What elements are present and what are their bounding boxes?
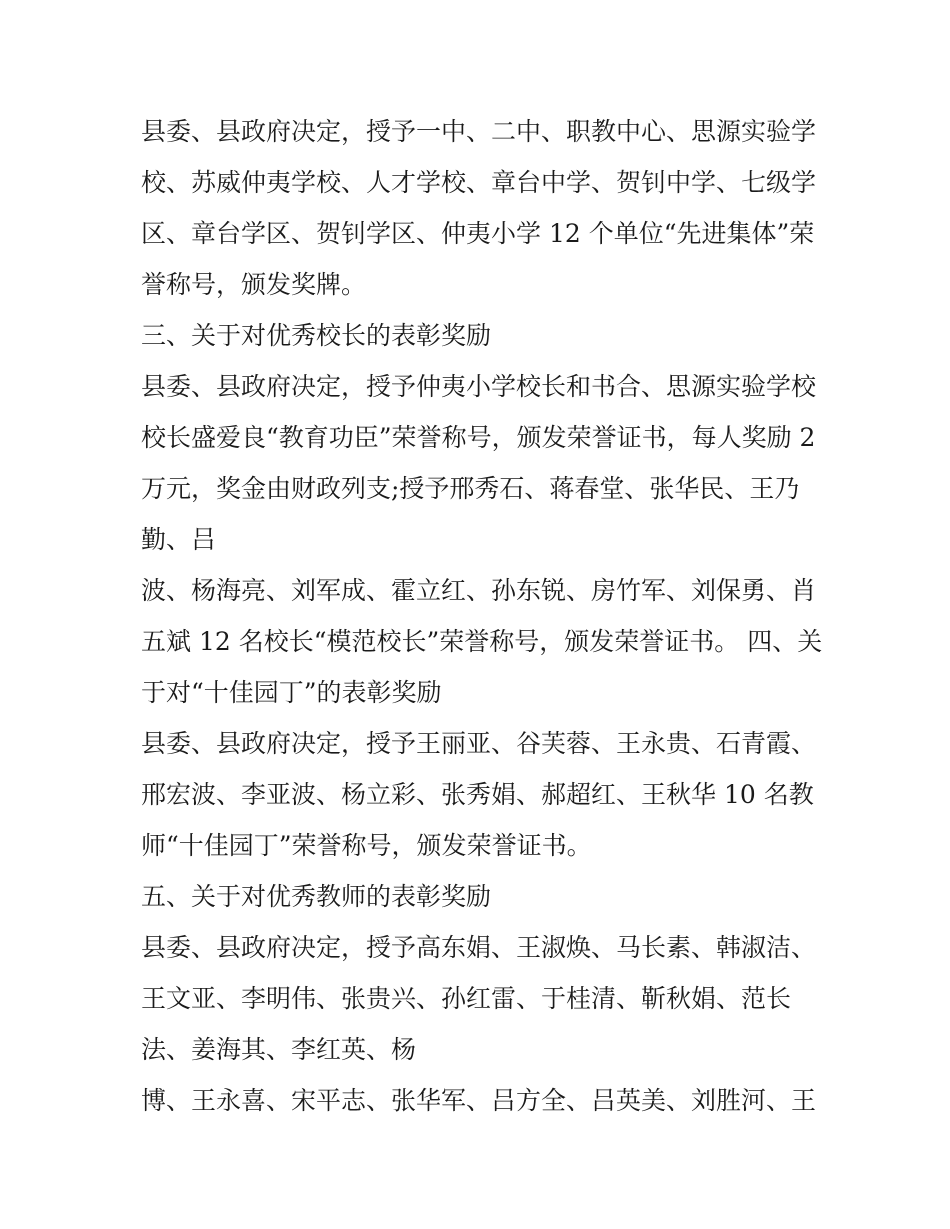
text-line: 五斌 12 名校长“模范校长”荣誉称号，颁发荣誉证书。 四、关 [141,627,823,656]
text-line: 波、杨海亮、刘军成、霍立红、孙东锐、房竹军、刘保勇、肖 [141,576,817,605]
text-line: 县委、县政府决定，授予高东娟、王淑焕、马长素、韩淑洁、 [141,933,817,962]
text-line: 王文亚、李明伟、张贵兴、孙红雷、于桂清、靳秋娟、范长 [141,984,792,1013]
document-body [141,106,821,1126]
text-line: 誉称号，颁发奖牌。 [141,270,367,299]
text-line: 县委、县政府决定，授予仲夷小学校长和书合、思源实验学校 [141,372,817,401]
section-heading: 五、关于对优秀教师的表彰奖励 [141,882,492,911]
text-line: 区、章台学区、贺钊学区、仲夷小学 12 个单位“先进集体”荣 [141,219,815,248]
text-line: 校、苏威仲夷学校、人才学校、章台中学、贺钊中学、七级学 [141,168,817,197]
text-line: 博、王永喜、宋平志、张华军、吕方全、吕英美、刘胜河、王 [141,1086,817,1115]
text-line: 校长盛爱良“教育功臣”荣誉称号，颁发荣誉证书，每人奖励 2 [141,423,816,452]
text-line: 师“十佳园丁”荣誉称号，颁发荣誉证书。 [141,831,592,860]
text-line: 县委、县政府决定，授予一中、二中、职教中心、思源实验学 [141,117,817,146]
text-line: 万元，奖金由财政列支;授予邢秀石、蒋春堂、张华民、王乃 [141,474,800,503]
text-line: 县委、县政府决定，授予王丽亚、谷芙蓉、王永贵、石青霞、 [141,729,817,758]
text-line: 于对“十佳园丁”的表彰奖励 [141,678,442,707]
text-line: 勤、吕 [141,525,217,554]
text-line: 邢宏波、李亚波、杨立彩、张秀娟、郝超红、王秋华 10 名教 [141,780,814,809]
section-heading: 三、关于对优秀校长的表彰奖励 [141,321,492,350]
text-line: 法、姜海其、李红英、杨 [141,1035,417,1064]
